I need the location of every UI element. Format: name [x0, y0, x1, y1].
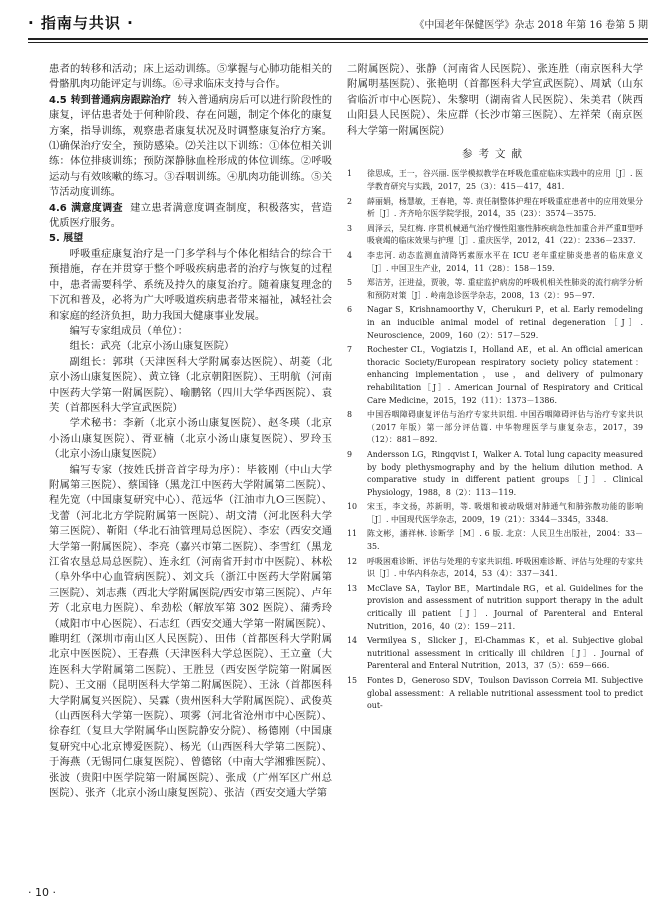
reference-number: 5: [347, 278, 353, 288]
paragraph-continued: 患者的转移和活动；床上运动训练。⑤掌握与心肺功能相关的骨骼肌肉功能评定与训练。⑥寻求临床支持与合作。: [49, 63, 332, 91]
section-4-5-heading: [49, 95, 171, 106]
reference-number: 13: [347, 583, 358, 593]
section-5-body: 呼吸重症康复治疗是一门多学科与个体化相结合的综合干预措施，存在并贯穿于整个呼吸疾病患者的治疗与恢复的过程中，患者需要科学、系统及持久的康复治疗。随着康复理念的下沉和普及，必将为广大呼吸道疾病患者带来福祉，减轻社会和家庭的经济负担，助力我国大健康事业发展。: [49, 247, 332, 322]
reference-item: [347, 250, 643, 275]
reference-item: [347, 528, 643, 553]
section-4-5-title: 转到普通病房跟踪治疗: [70, 94, 171, 106]
reference-item: [347, 196, 643, 221]
left-column: [49, 62, 332, 802]
journal-title: 《中国老年保健医学》杂志 2018 年第 16 卷第 5 期: [414, 20, 648, 31]
reference-text: 周泽云，吴红梅. 序贯机械通气治疗慢性阻塞性肺疾病急性加重合并严重Ⅱ型呼吸衰竭的临床效果与护理［J］. 重庆医学，2012，41（22）：2336－2337.: [367, 223, 643, 246]
reference-item: [347, 556, 643, 581]
reference-item: [347, 449, 643, 499]
reference-item: [347, 223, 643, 248]
reference-number: 2: [347, 196, 353, 206]
section-5-heading: 5. 展望: [49, 233, 84, 245]
reference-number: 9: [347, 449, 353, 459]
section-4-5-body: 转入普通病房后可以进行阶段性的康复，评估患者处于何种阶段、存在问题，制定个体化的康复方案，指导训练，观察患者康复状况及时调整康复治疗方案。⑴确保治疗安全，预防感染。⑵关注以下训练：①体位相关训练：体位排痰训练；预防深静脉血栓形成的体位训练。②呼吸运动与有效咳嗽的练习。③吞咽训练。④肌肉功能训练。⑤关节活动度训练。: [49, 93, 333, 199]
reference-number: 8: [347, 410, 353, 420]
reference-number: 7: [347, 345, 353, 355]
reference-text: 薛丽娟，杨慧敏，王春艳，等. 责任制整体护理在呼吸重症患者中的应用效果分析［J］. 齐齐哈尔医学院学报，2014，35（23）：3574－3575.: [367, 196, 643, 219]
section-tag: · 指南与共识 ·: [28, 14, 134, 32]
reference-text: Vermilyea S，Slicker J，El-Chammas K，et al. Subjective global nutritional assessment in critically ill children［J］. Journal of Parenteral and Enteral Nutrition，2013，37（5）：659－666.: [367, 636, 643, 671]
reference-item: [347, 304, 643, 342]
expert-list: 编写专家（按姓氏拼音首字母为序）：毕筱刚（中山大学附属第三医院）、蔡国锋（黑龙江中医药大学附属第二医院）、程先宽（中国康复研究中心）、范远华（江油市九O三医院）、戈蕾（河北北方学院附属第一医院）、胡文清（河北医科大学第三医院）、靳阳（华北石油管理局总医院）、李宏（西安交通大学第一附属医院）、李亮（嘉兴市第二医院）、李雪红（黑龙江省农垦总局总医院）、连永红（河南省开封市中医院）、林松（阜外华中心血管病医院）、刘文兵（浙江中医药大学附属第三医院）、刘志燕（西北大学附属医院/西安市第三医院）、卢年芳（北京电力医院）、牟劲松（解放军第 302 医院）、蒲秀玲（咸阳市中心医院）、石志红（西安交通大学第一附属医院）、睢明红（深圳市南山区人民医院）、田伟（首都医科大学附属北京中医医院）、王春燕（天津医科大学总医院）、王立童（大连医科大学附属第二医院）、王胜昱（西安医学院第一附属医院）、王文丽（昆明医科大学第二附属医院）、王泳（首都医科大学附属复兴医院）、吴霖（贵州医科大学附属医院）、武俊英（山西医科大学第一医院）、项雾（河北省沧州市中心医院）、徐春红（复旦大学附属华山医院静安分院）、杨德刚（中国康复研究中心北京博爱医院）、杨光（山西医科大学第二医院）、于海燕（无锡同仁康复医院）、曾德铭（中南大学湘雅医院）、张波（贵阳中医学院第一附属医院）、张成（广州军区广州总医院）、张齐（北京小汤山康复医院）、张洁（西安交通大学第: [49, 463, 332, 800]
expert-list-continued: 二附属医院）、张静（河南省人民医院）、张连胜（南京医科大学附属明基医院）、张艳明（首都医科大学宣武医院）、周斌（山东省临沂市中心医院）、朱黎明（湖南省人民医院）、朱美君（陕西山阳县人民医院）、朱应群（长沙市第三医院）、左祥荣（南京医科大学第一附属医院）: [347, 63, 643, 137]
units-label: 编写专家组成员（单位）：: [69, 324, 189, 337]
reference-number: 12: [347, 556, 358, 566]
reference-text: Nagar S，Krishnamoorthy V，Cherukuri P，et al. Early remodeling in an inducible animal model of retinal degeneration［J］. Neuroscience，2009，160（2）：517－529.: [367, 305, 643, 340]
reference-text: 呼吸困难诊断、评估与处理的专家共识组. 呼吸困难诊断、评估与处理的专家共识［J］. 中华内科杂志，2014，53（4）：337－341.: [367, 556, 643, 579]
section-4-6-heading: [49, 203, 123, 214]
reference-number: 4: [347, 251, 353, 260]
reference-text: 郑洁芳，汪进益，贾骏，等. 重症监护病房的呼吸机相关性肺炎的流行病学分析和预防对策［J］. 岭南急诊医学杂志，2008，13（2）：95－97.: [367, 278, 643, 300]
section-4-6-number: 4.6: [49, 202, 67, 214]
header-rule: [28, 38, 648, 40]
vice-leaders: 副组长：郭琪（天津医科大学附属泰达医院）、胡菱（北京小汤山康复医院）、黄立锋（北京朝阳医院）、王明航（河南中医药大学第一附属医院）、喻鹏铭（四川大学华西医院）、袁芙（首都医科大学宣武医院）: [49, 355, 332, 414]
section-4-5: [49, 93, 332, 201]
section-4-5-number: 4.5: [49, 94, 67, 106]
reference-text: 李忠河. 动态监测血清降钙素原水平在 ICU 老年重症肺炎患者的临床意义［J］. 中国卫生产业，2014，11（28）：158－159.: [367, 251, 643, 273]
right-column: [347, 62, 643, 715]
reference-item: [347, 277, 643, 302]
reference-item: [347, 675, 643, 713]
group-leader: 组长：武亮（北京小汤山康复医院）: [69, 340, 235, 353]
reference-number: 10: [347, 502, 358, 512]
page-number: · 10 ·: [28, 886, 56, 899]
reference-text: 中国吞咽障碍康复评估与治疗专家共识组. 中国吞咽障碍评估与治疗专家共识（2017 年版）第一部分评估篇. 中华物理医学与康复杂志，2017，39（12）：881－892.: [367, 410, 643, 445]
page-header: [28, 10, 648, 36]
reference-item: [347, 168, 643, 193]
academic-secretaries: 学术秘书：李新（北京小汤山康复医院）、赵冬瑛（北京小汤山康复医院）、胥亚楠（北京小汤山康复医院）、罗玲玉（北京小汤山康复医院）: [49, 417, 332, 461]
reference-text: 徐思成，王一，谷兴丽. 医学模拟教学在呼吸危重症临床实践中的应用［J］. 医学教育研究与实践，2017，25（3）：415－417，481.: [367, 169, 643, 192]
reference-item: [347, 635, 643, 673]
reference-text: McClave SA，Taylor BE，Martindale RG，et al. Guidelines for the provision and assessment of nutrition support therapy in the adult critically ill patient［J］. Journal of Parenteral and Enteral Nutrition，2016，40（2）：159－211.: [367, 583, 643, 631]
reference-number: 15: [347, 676, 358, 685]
section-4-6: [49, 201, 332, 232]
reference-item: [347, 501, 643, 526]
reference-text: Andersson LG，Ringqvist I，Walker A. Total lung capacity measured by body plethysmography and by the helium dilution method. A comparative study in different patient groups［J］. Clinical Physiology，1988，8（2）：113－119.: [367, 449, 643, 497]
reference-text: 陈文彬，潘祥林. 诊断学［M］. 6 版. 北京：人民卫生出版社，2004：33－35.: [367, 529, 643, 552]
reference-number: 6: [347, 305, 353, 315]
references-title: 参考文献: [462, 148, 528, 161]
reference-number: 11: [347, 529, 358, 539]
reference-number: 1: [347, 169, 353, 179]
reference-text: Rochester CL，Vogiatzis I，Holland AE，et al. An official american thoracic Society/European respiratory society policy statement：enhancing implementation，use，and delivery of pulmonary rehabilitation［J］. American Journal of Respiratory and Critical Care Medicine，2015，192（11）：1373－1386.: [367, 345, 643, 405]
reference-item: [347, 344, 643, 407]
reference-item: [347, 583, 643, 633]
reference-item: [347, 409, 643, 447]
reference-number: 14: [347, 636, 358, 646]
header-rule-thin: [28, 42, 648, 43]
reference-number: 3: [347, 223, 353, 233]
reference-text: Fontes D，Generoso SDV，Toulson Davisson Correia MI. Subjective global assessment：A reliable nutritional assessment tool to predict out-: [367, 676, 643, 711]
section-4-6-title: 满意度调查: [70, 202, 123, 214]
reference-list: [347, 168, 643, 712]
section-4-6-body: 建立患者满意度调查制度，积极落实，营造优质医疗服务。: [49, 201, 333, 230]
reference-text: 宋玉，李文扬，苏新明，等. 吸烟和被动吸烟对肺通气和肺弥散功能的影响［J］. 中国现代医学杂志，2009，19（21）：3344－3345，3348.: [367, 502, 643, 524]
